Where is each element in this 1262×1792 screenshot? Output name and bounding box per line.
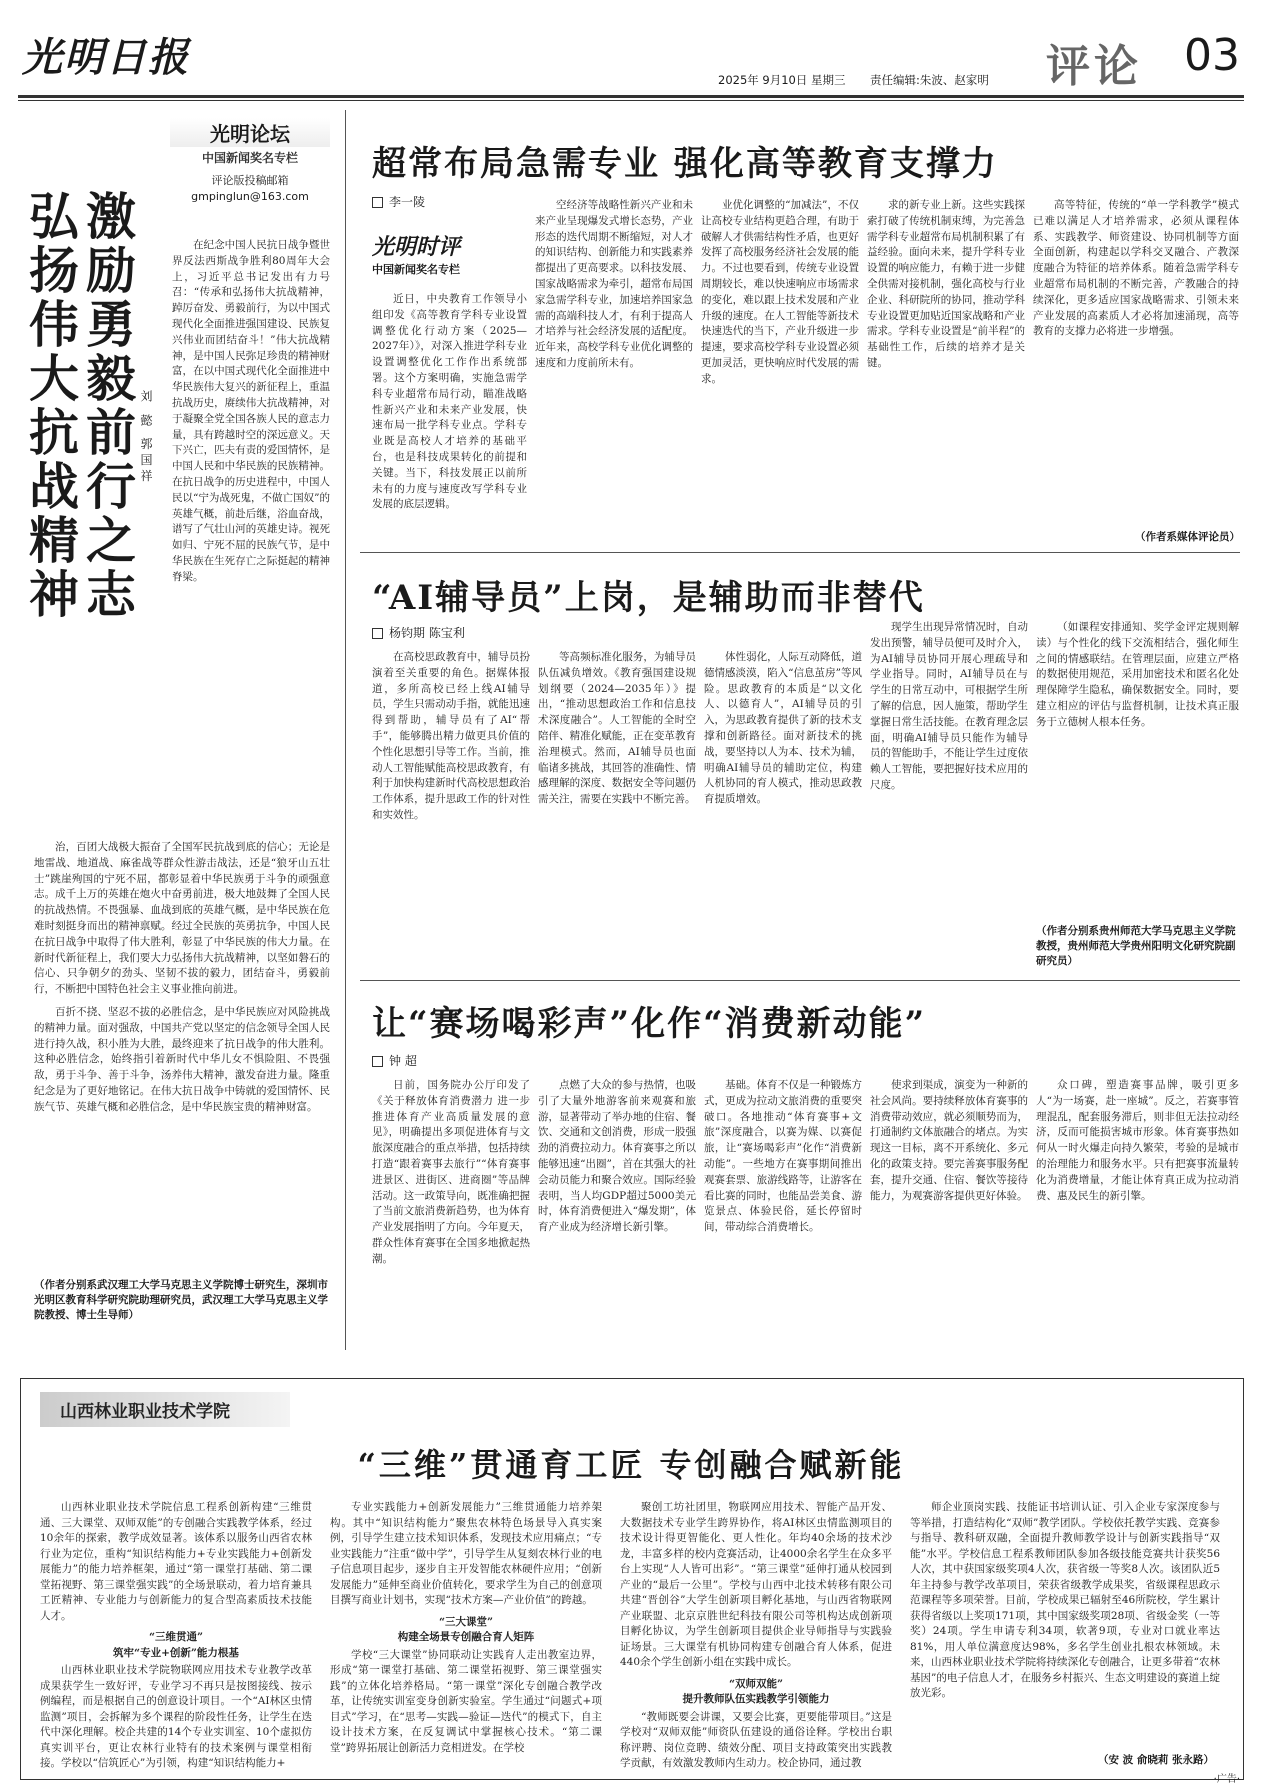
ad-col1-body: 山西林业职业技术学院物联网应用技术专业教学改革成果获学生一致好评，专业学习不再只是按图接线、按示例编程，而是根据自己的创意设计项目。一个“AI林区虫情监测”项目，会拆解为多个课程的阶段性任务，让学生在迭代中深化理解。校企共建的14个专业实训室、10个虚拟仿真实训平台，更让农林行业特有的技术案例与课堂相衔接。学校以“信筑匠心”为引领，构建“知识结构能力+ <box>40 1664 312 1769</box>
ad-signature: （安 波 俞晓莉 张永路） <box>1098 1754 1214 1766</box>
forum-note: 评论版投稿邮箱 <box>211 174 289 187</box>
article4-col4: 使求到渠成，演变为一种新的社会风尚。要持续释放体育赛事的消费带动效应，就必须顺势而为，打通制约文体旅融合的堵点。为实现这一目标，离不开系统化、多元化的政策支持。要完善赛事服务配套，提升交通、住宿、餐饮等接待能力，为观赛游客提供更好体验。 <box>870 1079 1028 1202</box>
section-divider <box>360 552 1240 553</box>
article3-col3: 体性弱化，人际互动降低，道德情感淡漠，陷入“信息茧房”等风险。思政教育的本质是“以文化人、以德育人”，AI辅导员的引入，为思政教育提供了新的技术支撑和创新路径。面对新技术的挑战，要坚持以人为本、技术为辅，明确AI辅导员的辅助定位，构建人机协同的育人模式，推动思政教育提质增效。 <box>704 651 862 806</box>
article4-col3: 基础。体育不仅是一种锻炼方式，更成为拉动文旅消费的重要突破口。各地推动“体育赛事+文旅”深度融合，以赛为媒、以赛促旅，让“赛场喝彩声”化作“消费新动能”。一些地方在赛事期间推出观赛套票、旅游线路等，让游客在看比赛的同时，也能品尝美食、游览景点、体验民俗，延长停留时间，带动综合消费增长。 <box>704 1079 862 1234</box>
article3-byline <box>372 624 465 641</box>
ad-col3 <box>620 1500 892 1769</box>
ad-headline: “三维”贯通育工匠 专创融合赋新能 <box>357 1446 905 1484</box>
article3-headline: “AI辅导员”上岗，是辅助而非替代 <box>372 578 925 618</box>
forum-title: 光明论坛 <box>170 118 330 147</box>
section-divider <box>360 980 1240 981</box>
article3-author: 杨钧期 陈宝利 <box>389 626 465 640</box>
article2-col3: 业优化调整的“加减法”，不仅让高校专业结构更趋合理，有助于破解人才供需结构性矛盾，也更好发挥了高校服务经济社会发展的能力。不过也要看到，传统专业设置周期较长，难以快速响应市场需求的变化，难以跟上技术发展和产业升级的速度。在人工智能等新技术快速迭代的当下，产业升级进一步提速，要求高校学科专业设置必须更加灵活，更快响应时代发展的需求。 <box>701 199 859 385</box>
column-divider <box>345 110 346 1350</box>
ad-col3-body1: 聚创工坊社团里，物联网应用技术、智能产品开发、大数据技术专业学生跨界协作，将AI林区虫情监测项目的技术设计得更智能化、更人性化。年均40余场的技术沙龙，丰富多样的校内竞赛活动，让4000余名学生在众多平台上实现“人人皆可出彩”。“第三课堂”延伸打通从校园到产业的“最后一公里”。学校与山西中北技术转移有限公司共建“晋创谷”大学生创新项目孵化基地，与山西省物联网产业联盟、北京京胜世纪科技有限公司等机构达成创新项目孵化协议，为学生创新项目提供企业导师指导与实践验证场景。三大课堂有机协同构建专创融合育人体系，促进440余个学生创新小组在实践中成长。 <box>620 1501 892 1668</box>
article4-byline <box>372 1052 417 1069</box>
ad-col4-body: 师企业顶岗实践、技能证书培训认证、引入企业专家深度参与等举措，打造结构化“双师”教学团队。学校依托教学实践、竞赛参与指导、教科研双融，全面提升教师教学设计与创新实践指导“双能”水平。学校信息工程系教师团队参加各级技能竞赛共计获奖56人次，其中获国家级奖项4人次，获省级一等奖8人次。该团队近5年主持参与教学改革项目，荣获省级教学成果奖，省级课程思政示范课程等多项荣誉。目前，学校成果已辐射至46所院校，学生累计获得省级以上奖项171项，其中国家级奖项28项、省级金奖（一等奖）24项。学生申请专利34项，软著9项，专业对口就业率达81%，用人单位满意度达98%，多名学生创业扎根农林领域。未来，山西林业职业技术学院将持续深化专创融合，让更多带着“农林基因”的电子信息人才，在服务乡村振兴、生态文明建设的赛道上绽放光彩。 <box>910 1501 1220 1699</box>
article1-byline: 刘 懿 郭国祥 <box>139 390 153 486</box>
section-title: 评论 <box>1046 41 1142 92</box>
article1-col1: 在纪念中国人民抗日战争暨世界反法西斯战争胜利80周年大会上，习近平总书记发出有力号召：“传承和弘扬伟大抗战精神，踔厉奋发、勇毅前行，为以中国式现代化全面推进强国建设、民族复兴伟业而团结奋斗！”伟大抗战精神，是中国人民弥足珍贵的精神财富，在以中国式现代化全面推进中华民族伟大复兴的新征程上，重温抗战历史，赓续伟大抗战精神，对于凝聚全党全国各族人民的意志力量，具有跨越时空的深远意义。天下兴亡，匹夫有责的爱国情怀，是中国人民和中华民族的民族精神。在抗日战争的历史进程中，中国人民以“宁为战死鬼，不做亡国奴”的英雄气概，前赴后继，浴血奋战，谱写了气壮山河的英雄史诗。视死如归、宁死不屈的民族气节，是中华民族在生死存亡之际挺起的精神脊梁。 <box>172 239 330 583</box>
ad-col2-body2: 学校“三大课堂”协同联动让实践育人走出教室边界，形成“第一课堂打基础、第二课堂拓视野、第三课堂强实践”的立体化培养格局。“第一课堂”深化专创融合教学改革，让传统实训室变身创新实验室。学生通过“问题式+项目式”学习，在“思考—实践—验证—迭代”的模式下，自主设计技术方案，在反复调试中掌握核心技术。“第二课堂”跨界拓展让创新活力竞相迸发。在学校 <box>330 1648 602 1754</box>
ad-col4 <box>910 1500 1220 1750</box>
ad-intro: 山西林业职业技术学院信息工程系创新构建“三维贯通、三大课堂、双师双能”的专创融合实践教学体系，经过10余年的探索，教学成效显著。该体系以服务山西省农林行业为定位，重构“知识结构能力+专业实践能力+创新发展能力”的能力培养框架，通过“第一课堂打基础、第二课堂拓视野、第三课堂强实践”的全场景联动，着力培育兼具工匠精神、专业能力与创新能力的复合型高素质技术技能人才。 <box>40 1501 312 1622</box>
article2-col1: 近日，中央教育工作领导小组印发《高等教育学科专业设置调整优化行动方案（2025—2027年）》，对深入推进学科专业设置调整优化工作作出系统部署。这个方案明确，实施急需学科专业超常布局行动，瞄准战略性新兴产业和未来产业发展，快速布局一批学科专业点。学科专业既是高校人才培养的基础平台，也是科技成果转化的前提和关键。当下，科技发展正以前所未有的力度与速度改写学科专业发展的底层逻辑。 <box>372 293 527 511</box>
date-line: 2025年 9月10日 星期三 <box>718 73 846 87</box>
article4-author: 钟 超 <box>389 1054 417 1068</box>
article1-col3: 百折不挠、坚忍不拔的必胜信念，是中华民族应对风险挑战的精神力量。面对强敌，中国共产党以坚定的信念领导全国人民进行持久战，积小胜为大胜，最终迎来了抗日战争的伟大胜利。这种必胜信念，始终指引着新时代中华儿女不惧险阻、不畏强敌，勇于斗争、善于斗争，汤养伟大精神，激发奋进力量。隆重纪念是为了更好地铭记。在伟大抗日战争中铸就的爱国情怀、民族气节、英雄气概和必胜信念，是中华民族宝贵的精神财富。 <box>34 1006 330 1113</box>
article1-col2: 治，百团大战极大振奋了全国军民抗战到底的信心；无论是地雷战、地道战、麻雀战等群众性游击战法，还是“狼牙山五壮士”跳崖殉国的宁死不屈，都彰显着中华民族勇于斗争的顽强意志。成千上万的英雄在炮火中奋勇前进，极大地鼓舞了全国人民的抗战热情。不畏强暴、血战到底的英雄气概，是中华民族在危难时刻挺身而出的精神禀赋。经过全民族的英勇抗争，中国人民在抗日战争中取得了伟大胜利，彰显了中华民族的伟大力量。在新时代新征程上，我们要大力弘扬伟大抗战精神，以坚如磐石的信心、只争朝夕的劲头、坚韧不拔的毅力，团结奋斗，勇毅前行，不断把中国特色社会主义事业推向前进。 <box>34 841 330 996</box>
page-number: 03 <box>1184 30 1240 81</box>
byline-box-icon <box>372 628 383 639</box>
timecomment-subtitle: 中国新闻奖名专栏 <box>372 263 460 276</box>
article2-col2: 空经济等战略性新兴产业和未来产业呈现爆发式增长态势，产业形态的迭代周期不断缩短，对人才的知识结构、创新能力和实践素养都提出了更高要求。以科技发展、国家战略需求为牵引，超常布局国家急需学科专业，加速培养国家急需的高端科技人才，有利于提高人才培养与社会经济发展的适配度。近年来，高校学科专业优化调整的速度和力度前所未有。 <box>535 199 693 369</box>
forum-subtitle: 中国新闻奖名专栏 <box>201 151 298 165</box>
article4-col1: 日前，国务院办公厅印发了《关于释放体育消费潜力 进一步推进体育产业高质量发展的意见》，明确提出多项促进体育与文旅深度融合的重点举措，包括持续打造“跟着赛事去旅行”“体育赛事进景区、进街区、进商圈”等品牌活动。这一政策导向，既准确把握了当前文旅消费新趋势，也为体育产业发展指明了方向。今年夏天，群众性体育赛事在全国多地掀起热潮。 <box>372 1079 530 1265</box>
article1-headline-part1: 激励勇毅前行之志 <box>78 190 137 622</box>
article3-col4: 现学生出现异常情况时，自动发出预警，辅导员便可及时介入，为AI辅导员协同开展心理疏导和学业指导。同时，AI辅导员在与学生的日常互动中，可根据学生所了解的信息，因人施策，帮助学生掌握日常生活技能。在教育理念层面，明确AI辅导员只能作为辅导员的智能助手，不能让学生过度依赖人工智能，要把握好技术应用的尺度。 <box>870 621 1028 791</box>
ad-col1 <box>40 1500 312 1769</box>
masthead-rule <box>18 95 1244 98</box>
byline-box-icon <box>372 197 383 208</box>
article2-col5: 高等特征，传统的“单一学科教学”模式已难以满足人才培养需求，必须从课程体系、实践教学、师资建设、协同机制等方面全面创新，构建起以学科交叉融合、产教深度融合为特征的培养体系。随着急需学科专业超常布局机制的不断完善，产教融合的持续深化，更多适应国家战略需求、引领未来产业发展的高素质人才必将加速涌现，高等教育的支撑力必将进一步增强。 <box>1033 199 1239 338</box>
article3-author-note: （作者分别系贵州师范大学马克思主义学院教授，贵州师范大学贵州阳明文化研究院副研究员） <box>1036 925 1236 967</box>
article3-col1: 在高校思政教育中，辅导员扮演着至关重要的角色。据媒体报道，多所高校已经上线AI辅导员，学生只需动动手指，就能迅速得到帮助，辅导员有了AI“帮手”，能够腾出精力做更具价值的个性化思想引导等工作。当前，推动人工智能赋能高校思政教育，有利于加快构建新时代高校思想政治工作体系，提升思政工作的针对性和实效性。 <box>372 651 530 821</box>
editor-line: 责任编辑:朱波、赵家明 <box>870 73 989 87</box>
article1-author-note: （作者分别系武汉理工大学马克思主义学院博士研究生，深圳市光明区教育科学研究院助理研究员，武汉理工大学马克思主义学院教授、博士生导师） <box>34 1279 328 1321</box>
timecomment-title: 光明时评 <box>372 234 461 260</box>
byline-box-icon <box>372 1056 383 1067</box>
ad-subhead2: “三大课堂” 构建全场景专创融合育人矩阵 <box>397 1615 535 1643</box>
ad-col2-body1: 专业实践能力+创新发展能力”三维贯通能力培养架构。其中“知识结构能力”聚焦农林特色场景导入真实案例，引导学生建立技术知识体系，发现技术应用痛点；“专业实践能力”注重“做中学”，引导学生从复刻农林行业的电子信息项目起步，逐步自主开发智能农林硬件应用；“创新发展能力”延伸至商业价值转化，要求学生为自己的创意项目撰写商业计划书，实现“技术方案—产业价值”的跨越。 <box>330 1501 602 1606</box>
masthead-rule-thin <box>18 100 1244 101</box>
forum-column-badge <box>170 118 330 228</box>
ad-subhead1: “三维贯通” 筑牢“专业+创新”能力根基 <box>113 1631 239 1659</box>
article3-col2: 等高频标准化服务，为辅导员队伍减负增效。《教育强国建设规划纲要（2024—2035年）》提出，“推动思想政治工作和信息技术深度融合”。人工智能的全时空陪伴、精准化赋能，正在变革教育治理模式。然而，AI辅导员也面临诸多挑战，其回答的准确性、情感理解的深度、数据安全等问题仍需关注，需要在实践中不断完善。 <box>538 651 696 806</box>
article4-col5: 众口碑，塑造赛事品牌，吸引更多人“为一场赛，赴一座城”。反之，若赛事管理混乱，配套服务滞后，则非但无法拉动经济，反而可能损害城市形象。体育赛事热如何从一时火爆走向持久繁荣，考验的是城市的治理能力和服务水平。只有把赛事流量转化为消费增量，才能让体育真正成为拉动消费、惠及民生的新引擎。 <box>1036 1079 1239 1202</box>
article1-headline-part2: 弘扬伟大抗战精神 <box>21 190 80 622</box>
article2-col4: 求的新专业上新。这些实践探索打破了传统机制束缚，为完善急需学科专业超常布局机制积累了有益经验。面向未来，提升学科专业设置的响应能力，有赖于进一步健全供需对接机制，强化高校与行业企业、科研院所的协同，推动学科专业设置更加贴近国家战略和产业需求。学科专业设置是“前半程”的基础性工作，后续的培养才是关键。 <box>867 199 1025 369</box>
ad-col3-body2: “教师既要会讲课，又要会比赛，更要能带项目。”这是学校对“双师双能”师资队伍建设的通俗诠释。学校出台职称评聘、岗位竞聘、绩效分配、项目支持政策突出实践教学贡献，有效激发教师内生动力。校企协同，通过教 <box>620 1710 892 1769</box>
newspaper-logo: 光明日报 <box>22 34 190 81</box>
article3-col5: （如课程安排通知、奖学金评定规则解读）与个性化的线下交流相结合，强化师生之间的情感联结。在管理层面，应建立严格的数据使用规范，采用加密技术和匿名化处理保障学生隐私，确保数据安全。同时，要建立相应的评估与监督机制，让技术真正服务于立德树人根本任务。 <box>1036 621 1239 728</box>
article2-author-note: （作者系媒体评论员） <box>1135 531 1240 543</box>
article2-author: 李一陵 <box>389 195 426 209</box>
ad-subhead3: “双师双能” 提升教师队伍实践教学引领能力 <box>682 1677 830 1705</box>
ad-school-name: 山西林业职业技术学院 <box>40 1392 290 1427</box>
ad-tag: ·广告· <box>1213 1774 1240 1785</box>
forum-email[interactable]: gmpinglun@163.com <box>191 190 309 203</box>
article4-col2: 点燃了大众的参与热情，也吸引了大量外地游客前来观赛和旅游，显著带动了举办地的住宿、餐饮、交通和文创消费，形成一股强劲的消费拉动力。体育赛事之所以能够迅速“出圈”，首在其强大的社会动员能力和聚合效应。国际经验表明，当人均GDP超过5000美元时，体育消费便进入“爆发期”，体育产业成为经济增长新引擎。 <box>538 1079 696 1234</box>
ad-col2 <box>330 1500 602 1755</box>
article4-headline: 让“赛场喝彩声”化作“消费新动能” <box>372 1004 927 1044</box>
timecomment-badge <box>372 230 527 277</box>
article2-byline <box>372 193 425 210</box>
article2-headline: 超常布局急需专业 强化高等教育支撑力 <box>372 144 998 184</box>
